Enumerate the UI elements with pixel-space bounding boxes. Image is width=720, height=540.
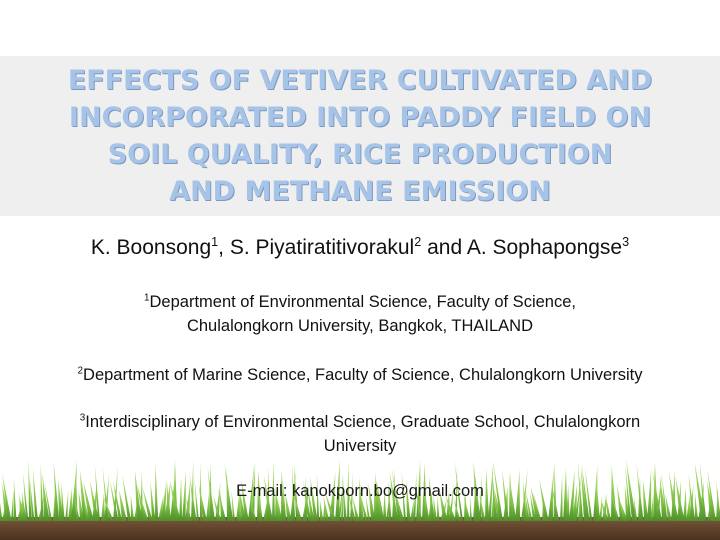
affiliation-line: University <box>323 437 397 455</box>
title-line: INCORPORATED INTO PADDY FIELD ON <box>68 102 652 133</box>
author-separator: and <box>421 236 467 259</box>
affiliation-line: $^2$Department of Marine Science, Faculty of Science, Chulalongkorn University <box>77 365 643 384</box>
title-line: SOIL QUALITY, RICE PRODUCTION <box>107 139 613 170</box>
email-line <box>0 482 720 501</box>
affiliation-superscript: 3 <box>79 412 86 424</box>
author-superscript: 2 <box>414 235 422 249</box>
title-line: EFFECTS OF VETIVER CULTIVATED AND <box>67 65 653 96</box>
affiliation-line: $^1$Department of Environmental Science, Faculty of Science, <box>144 292 576 311</box>
author-name: K. Boonsong <box>90 236 212 259</box>
affiliation-superscript: 1 <box>144 292 150 304</box>
affiliation-3 <box>0 410 720 458</box>
affiliation-superscript: 2 <box>77 365 84 377</box>
email-address[interactable]: kanokporn.bo@gmail.com <box>292 482 484 500</box>
title-line: AND METHANE EMISSION <box>169 176 551 207</box>
email-label: E-mail: <box>236 482 288 500</box>
author-list <box>0 236 720 260</box>
author-separator: , <box>218 236 230 259</box>
author-superscript: 1 <box>211 235 219 249</box>
affiliation-2 <box>0 363 720 387</box>
slide-title <box>20 62 700 210</box>
affiliation-line: $^3$Interdisciplinary of Environmental Science, Graduate School, Chulalongkorn <box>79 412 641 431</box>
author-superscript: 3 <box>622 235 630 249</box>
affiliation-line: Chulalongkorn University, Bangkok, THAILAND <box>186 317 534 335</box>
author-name: S. Piyatiratitivorakul <box>229 236 415 259</box>
affiliation-1 <box>0 290 720 338</box>
author-name: A. Sophapongse <box>466 236 623 259</box>
